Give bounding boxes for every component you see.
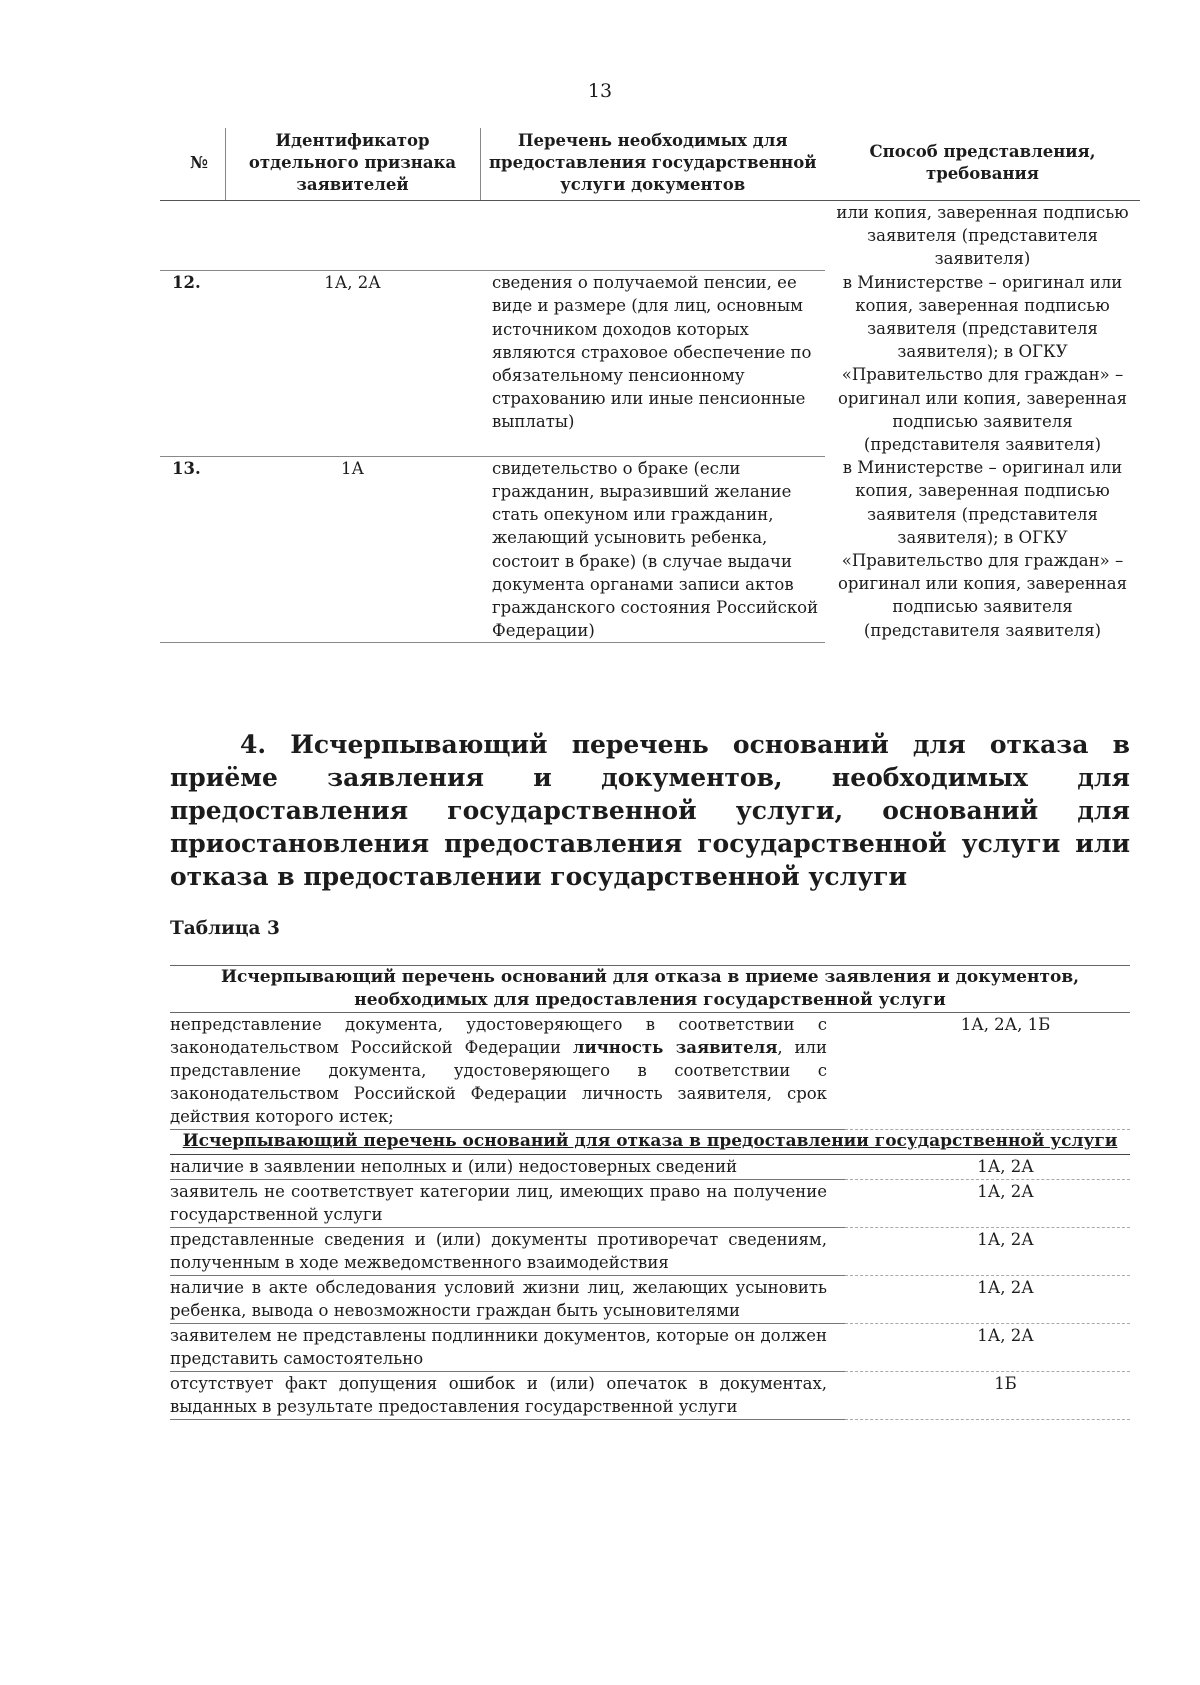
- ground-cell: заявитель не соответствует категории лиц, имеющих право на получение государственной услуги: [170, 1180, 845, 1228]
- ground-text: непредставление документа, удостоверяющего в соответствии с законодательством Российской Федерации: [170, 1015, 827, 1057]
- table-header-row: [170, 1130, 1130, 1155]
- method-cell: или копия, заверенная подписью заявителя (представителя заявителя): [836, 203, 1129, 269]
- code-cell: 1А, 2А: [845, 1324, 1130, 1372]
- header-number: №: [160, 128, 225, 201]
- documents-table: [160, 128, 1140, 643]
- table-header-row: [160, 128, 1140, 201]
- code-cell: 1А, 2А: [845, 1228, 1130, 1276]
- document-cell: свидетельство о браке (если гражданин, выразивший желание стать опекуном или гражданин, желающий усыновить ребенка, состоит в браке) (в случае выдачи документа органами записи актов гражданского состояния Российской Федерации): [480, 456, 825, 643]
- row-number: 13.: [160, 456, 225, 643]
- code-cell: 1А, 2А: [845, 1276, 1130, 1324]
- ground-cell: представленные сведения и (или) документы противоречат сведениям, полученным в ходе межведомственного взаимодействия: [170, 1228, 845, 1276]
- code-cell: 1Б: [845, 1372, 1130, 1420]
- section-title: Исчерпывающий перечень оснований для отказа в приёме заявления и документов, необходимых для предоставления государственной услуги, оснований для приостановления предоставления государственной услуги или отказа в предоставлении государственной услуги: [170, 730, 1130, 891]
- table-caption: Таблица 3: [170, 918, 280, 939]
- ground-cell: наличие в акте обследования условий жизни лиц, желающих усыновить ребенка, вывода о невозможности граждан быть усыновителями: [170, 1276, 845, 1324]
- table-row: [170, 1155, 1130, 1180]
- section-number: 4.: [240, 730, 267, 759]
- code-cell: 1А, 2А: [845, 1180, 1130, 1228]
- table-row: [170, 1180, 1130, 1228]
- table-row: [170, 1013, 1130, 1130]
- section-heading: [170, 728, 1130, 893]
- table-row: [170, 1276, 1130, 1324]
- identifier-cell: 1А, 2А: [225, 271, 480, 457]
- ground-text: , или представление документа, удостоверяющего в соответствии с законодательством Российской Федерации личность заявителя, срок действия которого истек;: [170, 1038, 827, 1126]
- grounds-table: [170, 965, 1130, 1420]
- table-row: [160, 271, 1140, 457]
- row-number: 12.: [160, 271, 225, 457]
- table-row: [160, 456, 1140, 643]
- document-cell: сведения о получаемой пенсии, ее виде и размере (для лиц, основным источником доходов которых являются страховое обеспечение по обязательному пенсионному страхованию или иные пенсионные выплаты): [480, 271, 825, 457]
- header-identifier: Идентификатор отдельного признака заявителей: [225, 128, 480, 201]
- ground-cell: заявителем не представлены подлинники документов, которые он должен представить самостоятельно: [170, 1324, 845, 1372]
- code-cell: 1А, 2А: [845, 1155, 1130, 1180]
- table-row: [170, 1324, 1130, 1372]
- header-method: Способ представления, требования: [825, 128, 1140, 201]
- method-cell: в Министерстве – оригинал или копия, заверенная подписью заявителя (представителя заявителя); в ОГКУ «Правительство для граждан» – оригинал или копия, заверенная подписью заявителя (представителя заявителя): [837, 458, 1128, 640]
- table-row-continuation: [160, 201, 1140, 271]
- table-row: [170, 1228, 1130, 1276]
- grounds-header-refusal: Исчерпывающий перечень оснований для отказа в предоставлении государственной услуги: [170, 1130, 1130, 1155]
- ground-bold-text: личность заявителя: [572, 1038, 778, 1057]
- table-row: [170, 1372, 1130, 1420]
- ground-cell: наличие в заявлении неполных и (или) недостоверных сведений: [170, 1155, 845, 1180]
- page-number: 13: [587, 80, 613, 102]
- table-header-row: [170, 966, 1130, 1013]
- ground-cell: [170, 1013, 845, 1130]
- method-cell: в Министерстве – оригинал или копия, заверенная подписью заявителя (представителя заявителя); в ОГКУ «Правительство для граждан» – оригинал или копия, заверенная подписью заявителя (представителя заявителя): [837, 272, 1128, 455]
- ground-cell: отсутствует факт допущения ошибок и (или) опечаток в документах, выданных в результате предоставления государственной услуги: [170, 1372, 845, 1420]
- identifier-cell: 1А: [225, 456, 480, 643]
- code-cell: 1А, 2А, 1Б: [845, 1013, 1130, 1130]
- grounds-header-acceptance: Исчерпывающий перечень оснований для отказа в приеме заявления и документов, необходимых для предоставления государственной услуги: [170, 966, 1130, 1013]
- header-documents: Перечень необходимых для предоставления государственной услуги документов: [480, 128, 825, 201]
